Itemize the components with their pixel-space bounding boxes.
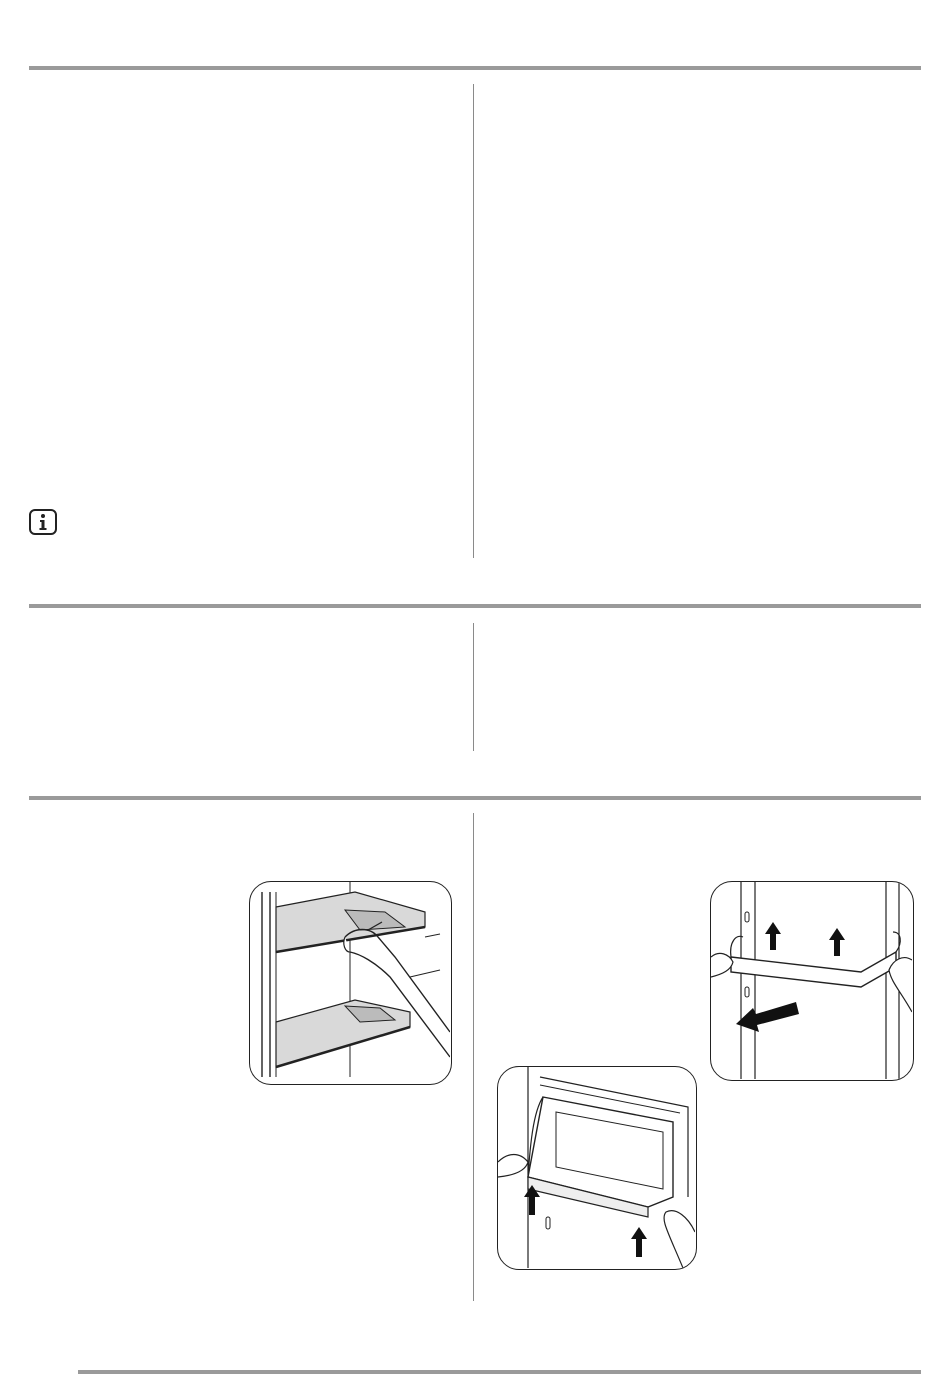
column-divider: [473, 813, 474, 1301]
glass-shelf-illustration: [249, 881, 452, 1085]
up-arrow-icon: [829, 928, 845, 956]
pull-arrow-icon: [736, 1002, 799, 1032]
info-icon: [29, 509, 57, 535]
section-divider-top: [29, 66, 921, 70]
section-divider-lower: [29, 796, 921, 800]
column-divider: [473, 623, 474, 751]
up-arrow-icon: [765, 922, 781, 950]
section-divider-middle: [29, 604, 921, 608]
footer-divider: [78, 1370, 921, 1374]
up-arrow-icon: [631, 1227, 647, 1257]
door-balcony-installation-illustration: [497, 1066, 697, 1270]
column-divider: [473, 84, 474, 558]
door-balcony-removal-illustration: [710, 881, 914, 1081]
